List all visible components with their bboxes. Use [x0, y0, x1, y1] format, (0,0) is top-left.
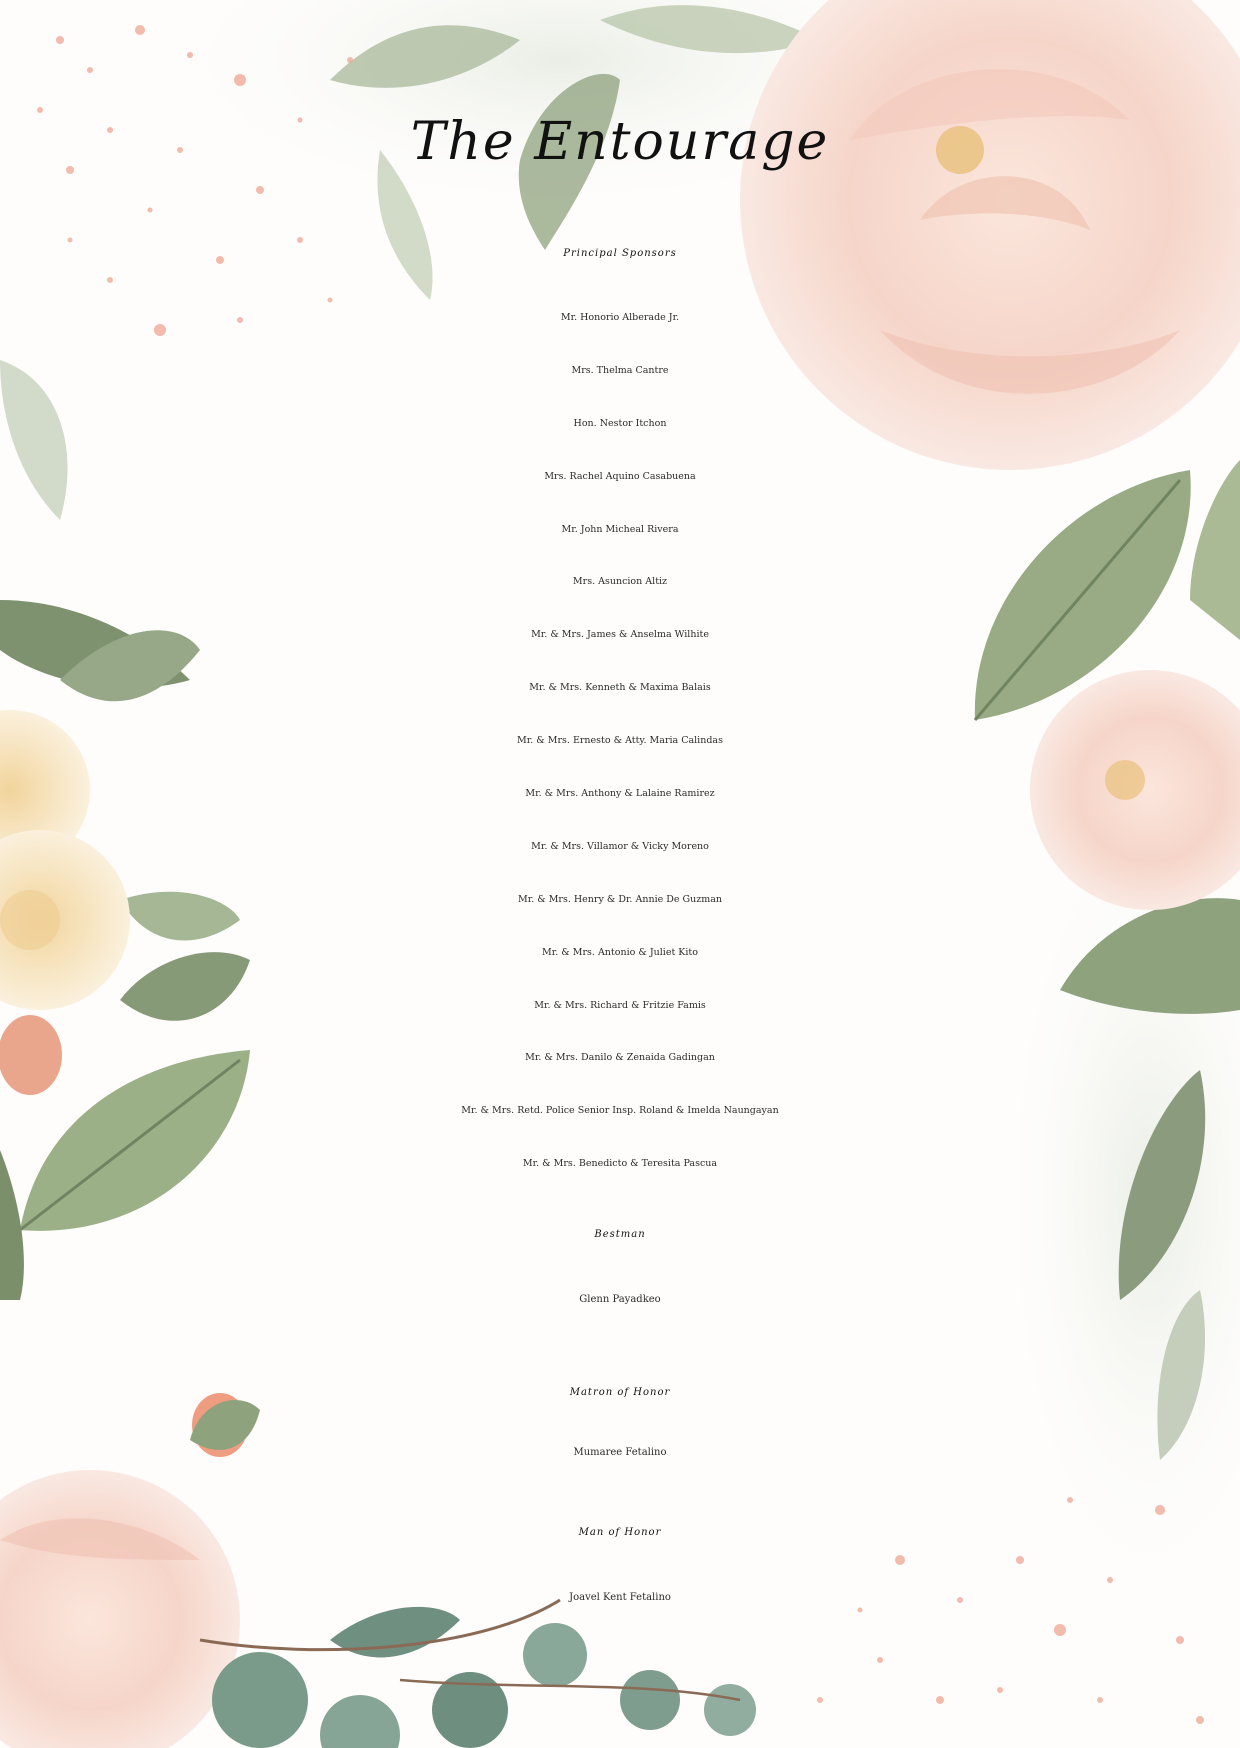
matron-of-honor-name: Mumaree Fetalino [573, 1447, 667, 1458]
sponsor-name: Hon. Nestor Itchon [573, 417, 667, 429]
sponsor-name: Mr. & Mrs. Ernesto & Atty. Maria Calindas [517, 735, 723, 747]
sponsor-name: Mr. & Mrs. Benedicto & Teresita Pascua [522, 1158, 718, 1170]
sponsor-name: Mr. & Mrs. Danilo & Zenaida Gadingan [525, 1052, 715, 1064]
matron-of-honor-heading: Matron of Honor [569, 1387, 671, 1398]
sponsor-name: Mrs. Rachel Aquino Casabuena [544, 470, 696, 482]
principal-sponsors-list [0, 292, 1240, 1191]
man-of-honor-heading: Man of Honor [578, 1527, 662, 1538]
sponsor-name: Mrs. Thelma Cantre [571, 364, 669, 376]
principal-sponsors-heading: Principal Sponsors [563, 248, 677, 259]
sponsor-name: Mr. Honorio Alberade Jr. [560, 312, 680, 323]
bestman-heading: Bestman [594, 1229, 646, 1240]
sponsor-name: Mr. & Mrs. Henry & Dr. Annie De Guzman [517, 893, 723, 905]
sponsor-name: Mr. & Mrs. Richard & Fritzie Famis [534, 999, 706, 1011]
page-title: The Entourage [410, 112, 830, 172]
sponsor-name: Mr. & Mrs. Villamor & Vicky Moreno [531, 840, 709, 852]
sponsor-name: Mr. & Mrs. Anthony & Lalaine Ramirez [525, 788, 715, 800]
sponsor-name: Mr. & Mrs. Kenneth & Maxima Balais [529, 682, 711, 694]
bottom-eucalyptus [200, 1600, 756, 1748]
sponsor-name: Mr. & Mrs. Antonio & Juliet Kito [542, 946, 698, 958]
sponsor-name: Mr. & Mrs. James & Anselma Wilhite [531, 629, 709, 641]
sponsor-name: Mrs. Asuncion Altiz [572, 576, 668, 588]
man-of-honor-name: Joavel Kent Fetalino [569, 1592, 671, 1603]
bestman-name: Glenn Payadkeo [579, 1294, 661, 1305]
sponsor-name: Mr. John Micheal Rivera [561, 523, 679, 535]
sponsor-name: Mr. & Mrs. Retd. Police Senior Insp. Roland & Imelda Naungayan [461, 1105, 779, 1117]
